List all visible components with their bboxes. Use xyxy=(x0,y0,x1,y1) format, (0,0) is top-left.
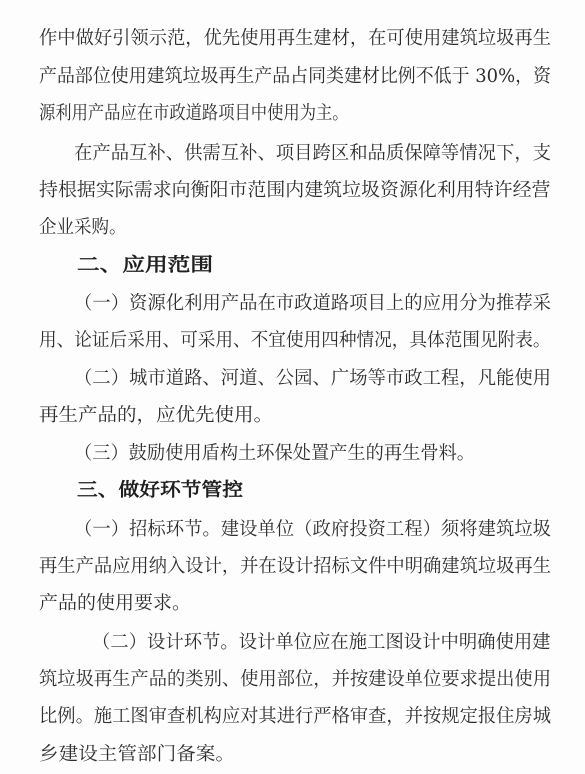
body-line: 比例。施工图审查机构应对其进行严格审查，并按规定报住房城 xyxy=(39,706,552,727)
body-line: 作中做好引领示范，优先使用再生建材，在可使用建筑垃圾再生 xyxy=(39,28,552,49)
body-line: （一）招标环节。建设单位（政府投资工程）须将建筑垃圾 xyxy=(74,519,552,540)
section-heading: 三、做好环节管控 xyxy=(77,480,244,501)
body-line: （一）资源化利用产品在市政道路项目上的应用分为推荐采 xyxy=(74,293,552,314)
body-line: 再生产品应用纳入设计，并在设计招标文件中明确建筑垃圾再生 xyxy=(39,556,552,577)
body-line: 源利用产品应在市政道路项目中使用为主。 xyxy=(39,103,349,124)
body-line: （三）鼓励使用盾构土环保处置产生的再生骨料。 xyxy=(74,443,476,464)
body-line: （二）设计环节。设计单位应在施工图设计中明确使用建 xyxy=(92,632,551,653)
body-line: 产品的使用要求。 xyxy=(39,593,192,614)
body-line: 筑垃圾再生产品的类别、使用部位，并按建设单位要求提出使用 xyxy=(39,669,552,690)
body-line: （二）城市道路、河道、公园、广场等市政工程，凡能使用 xyxy=(74,368,552,389)
body-line: 产品部位使用建筑垃圾再生产品占同类建材比例不低于 30%，资 xyxy=(39,66,552,87)
body-line: 再生产品的，应优先使用。 xyxy=(39,405,274,426)
body-line: 在产品互补、供需互补、项目跨区和品质保障等情况下，支 xyxy=(74,143,552,164)
body-line: 乡建设主管部门备案。 xyxy=(39,744,236,765)
body-line: 持根据实际需求向衡阳市范围内建筑垃圾资源化利用特许经营 xyxy=(39,180,551,201)
body-line: 企业采购。 xyxy=(39,217,127,238)
body-line: 用、论证后采用、可采用、不宜使用四种情况，具体范围见附表。 xyxy=(39,330,551,351)
section-heading: 二、应用范围 xyxy=(77,255,214,276)
